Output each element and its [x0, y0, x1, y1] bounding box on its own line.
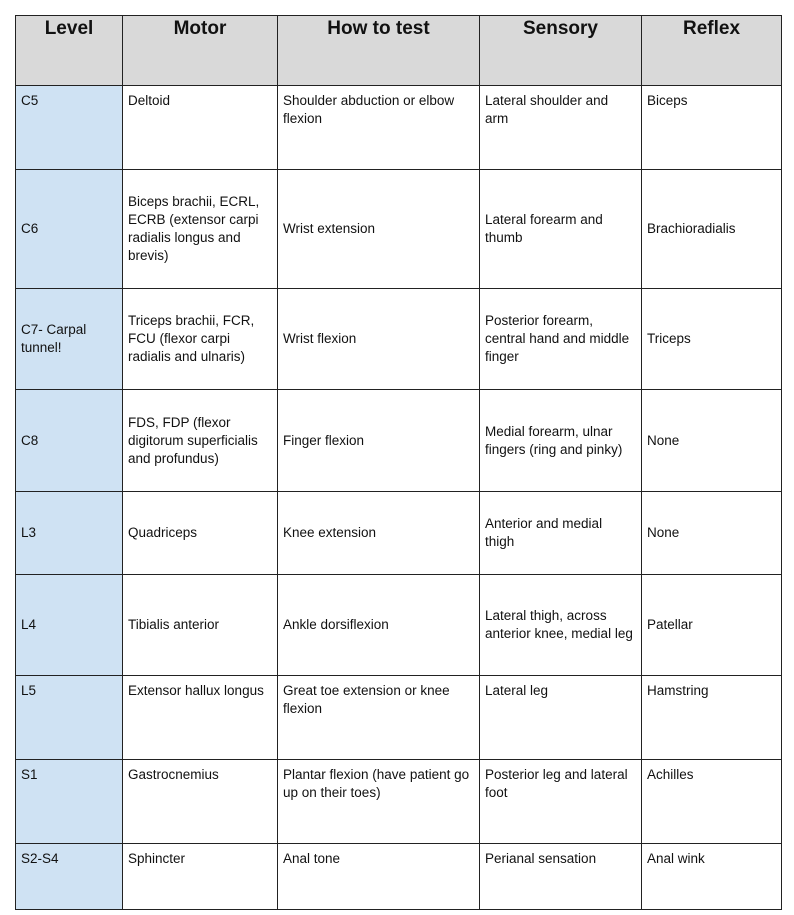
cell-level — [16, 390, 123, 492]
sensory-text: Lateral leg — [485, 683, 549, 698]
table-row — [16, 760, 782, 844]
cell-reflex — [642, 575, 782, 676]
motor-text: FDS, FDP (flexor digitorum superficialis and profundus) — [128, 414, 258, 466]
cell-level — [16, 676, 123, 760]
cell-level — [16, 760, 123, 844]
table-row — [16, 492, 782, 575]
how-to-test-text: Finger flexion — [283, 432, 365, 448]
table-row — [16, 289, 782, 390]
sensory-text: Medial forearm, ulnar fingers (ring and pinky) — [485, 423, 623, 457]
reflex-text: Patellar — [647, 617, 693, 632]
header-reflex: Reflex — [642, 16, 782, 86]
sensory-text: Lateral thigh, across anterior knee, medial leg — [485, 608, 633, 641]
cell-how-to-test — [278, 170, 480, 289]
cell-level — [16, 575, 123, 676]
cell-how-to-test — [278, 390, 480, 492]
reflex-text: Achilles — [647, 767, 694, 782]
table-row — [16, 676, 782, 760]
cell-level — [16, 289, 123, 390]
table-body — [16, 86, 782, 910]
cell-motor — [123, 760, 278, 844]
cell-sensory — [480, 390, 642, 492]
reflex-text: None — [647, 432, 680, 448]
motor-text: Triceps brachii, FCR, FCU (flexor carpi radialis and ulnaris) — [128, 313, 255, 364]
how-to-test-text: Plantar flexion (have patient go up on their toes) — [283, 767, 470, 800]
table-row — [16, 575, 782, 676]
nerve-root-table — [15, 15, 782, 910]
cell-sensory — [480, 575, 642, 676]
cell-sensory — [480, 170, 642, 289]
how-to-test-text: Wrist flexion — [283, 331, 357, 346]
cell-motor — [123, 86, 278, 170]
reflex-text: Triceps — [647, 331, 691, 346]
cell-reflex — [642, 86, 782, 170]
cell-how-to-test — [278, 289, 480, 390]
level-text: C5 — [21, 93, 39, 108]
level-text: L3 — [21, 525, 37, 540]
level-text: C8 — [21, 432, 39, 448]
how-to-test-text: Great toe extension or knee flexion — [283, 683, 450, 716]
how-to-test-text: Knee extension — [283, 525, 377, 540]
table-row — [16, 844, 782, 910]
cell-reflex — [642, 760, 782, 844]
how-to-test-text: Wrist extension — [283, 221, 376, 236]
sensory-text: Lateral forearm and thumb — [485, 212, 603, 245]
cell-level — [16, 844, 123, 910]
level-text: C7- Carpal tunnel! — [21, 322, 87, 355]
how-to-test-text: Shoulder abduction or elbow flexion — [283, 93, 455, 126]
cell-sensory — [480, 676, 642, 760]
cell-level — [16, 86, 123, 170]
cell-motor — [123, 289, 278, 390]
cell-sensory — [480, 289, 642, 390]
cell-sensory — [480, 86, 642, 170]
sensory-text: Lateral shoulder and arm — [485, 93, 609, 126]
cell-level — [16, 170, 123, 289]
cell-motor — [123, 844, 278, 910]
level-text: S1 — [21, 767, 38, 782]
cell-sensory — [480, 760, 642, 844]
level-text: C6 — [21, 221, 39, 236]
motor-text: Deltoid — [128, 93, 171, 108]
cell-how-to-test — [278, 492, 480, 575]
level-text: L5 — [21, 683, 37, 698]
cell-reflex — [642, 844, 782, 910]
cell-how-to-test — [278, 676, 480, 760]
reflex-text: Biceps — [647, 93, 688, 108]
header-sensory: Sensory — [480, 16, 642, 86]
header-how-to-test: How to test — [278, 16, 480, 86]
cell-motor — [123, 492, 278, 575]
motor-text: Sphincter — [128, 851, 186, 866]
table-row — [16, 86, 782, 170]
motor-text: Gastrocnemius — [128, 767, 219, 782]
cell-how-to-test — [278, 844, 480, 910]
reflex-text: Anal wink — [647, 851, 705, 866]
sensory-text: Posterior leg and lateral foot — [485, 767, 628, 800]
cell-how-to-test — [278, 760, 480, 844]
cell-reflex — [642, 390, 782, 492]
cell-how-to-test — [278, 575, 480, 676]
cell-level — [16, 492, 123, 575]
cell-motor — [123, 170, 278, 289]
cell-motor — [123, 676, 278, 760]
cell-reflex — [642, 170, 782, 289]
how-to-test-text: Ankle dorsiflexion — [283, 617, 389, 632]
header-level: Level — [16, 16, 123, 86]
cell-reflex — [642, 676, 782, 760]
cell-motor — [123, 575, 278, 676]
reflex-text: Hamstring — [647, 683, 709, 698]
cell-motor — [123, 390, 278, 492]
cell-how-to-test — [278, 86, 480, 170]
cell-sensory — [480, 844, 642, 910]
how-to-test-text: Anal tone — [283, 851, 341, 866]
header-row — [16, 16, 782, 86]
motor-text: Tibialis anterior — [128, 617, 220, 632]
table-row — [16, 170, 782, 289]
sensory-text: Posterior forearm, central hand and middle finger — [485, 313, 630, 364]
cell-reflex — [642, 289, 782, 390]
reflex-text: None — [647, 525, 680, 540]
level-text: L4 — [21, 617, 37, 632]
table-row — [16, 390, 782, 492]
motor-text: Biceps brachii, ECRL, ECRB (extensor carpi radialis longus and brevis) — [128, 194, 260, 263]
reflex-text: Brachioradialis — [647, 221, 736, 236]
cell-reflex — [642, 492, 782, 575]
sensory-text: Anterior and medial thigh — [485, 516, 603, 549]
sensory-text: Perianal sensation — [485, 851, 597, 866]
level-text: S2-S4 — [21, 851, 59, 866]
cell-sensory — [480, 492, 642, 575]
header-motor: Motor — [123, 16, 278, 86]
motor-text: Quadriceps — [128, 525, 198, 540]
motor-text: Extensor hallux longus — [128, 683, 264, 698]
